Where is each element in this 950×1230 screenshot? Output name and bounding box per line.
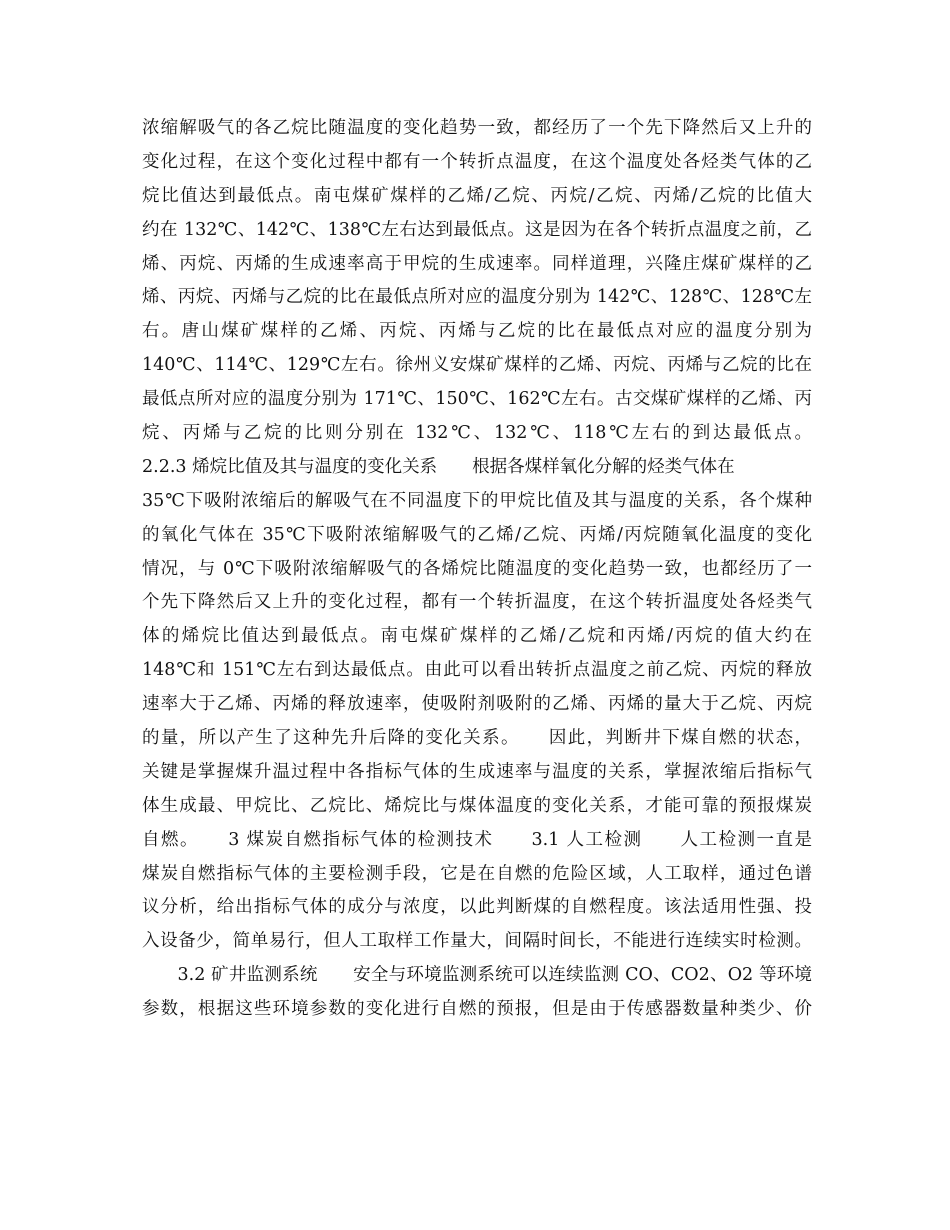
document-page: [142, 112, 812, 1027]
text-line: 35℃下吸附浓缩后的解吸气在不同温度下的甲烷比值及其与温度的关系，各个煤种: [142, 490, 812, 511]
text-line: 浓缩解吸气的各乙烷比随温度的变化趋势一致，都经历了一个先下降然后又上升的: [142, 118, 812, 138]
text-line: 情况，与 0℃下吸附浓缩解吸气的各烯烷比随温度的变化趋势一致，也都经历了一: [142, 558, 812, 579]
text-line: 变化过程，在这个变化过程中都有一个转折点温度，在这个温度处各烃类气体的乙: [142, 151, 812, 172]
text-line: 议分析，给出指标气体的成分与浓度，以此判断煤的自燃程度。该法适用性强、投: [142, 897, 812, 918]
text-line: 148℃和 151℃左右到达最低点。由此可以看出转折点温度之前乙烷、丙烷的释放: [142, 660, 812, 681]
text-line: 烷、丙烯与乙烷的比则分别在 132℃、132℃、118℃左右的到达最低点。: [142, 423, 812, 444]
text-line: 的氧化气体在 35℃下吸附浓缩解吸气的乙烯/乙烷、丙烯/丙烷随氧化温度的变化: [142, 524, 812, 545]
text-line: 约在 132℃、142℃、138℃左右达到最低点。这是因为在各个转折点温度之前，乙: [142, 219, 812, 240]
section-heading-line: 2.2.3 烯烷比值及其与温度的变化关系 根据各煤样氧化分解的烃类气体在: [142, 456, 735, 477]
text-line: 参数，根据这些环境参数的变化进行自燃的预报，但是由于传感器数量种类少、价: [142, 999, 812, 1020]
text-line: 入设备少，简单易行，但人工取样工作量大，间隔时间长，不能进行连续实时检测。: [142, 931, 812, 952]
section-heading-line: 3.2 矿井监测系统 安全与环境监测系统可以连续监测 CO、CO2、O2 等环境: [142, 965, 812, 986]
text-line: 烯、丙烷、丙烯的生成速率高于甲烷的生成速率。同样道理，兴隆庄煤矿煤样的乙: [142, 253, 812, 274]
text-line: 关键是掌握煤升温过程中各指标气体的生成速率与温度的关系，掌握浓缩后指标气: [142, 761, 812, 782]
text-line: 最低点所对应的温度分别为 171℃、150℃、162℃左右。古交煤矿煤样的乙烯、丙: [142, 389, 812, 410]
text-line: 速率大于乙烯、丙烯的释放速率，使吸附剂吸附的乙烯、丙烯的量大于乙烷、丙烷: [142, 694, 812, 715]
text-line: 烯、丙烷、丙烯与乙烷的比在最低点所对应的温度分别为 142℃、128℃、128℃左: [142, 287, 812, 308]
section-heading-line: 自燃。 3 煤炭自燃指标气体的检测技术 3.1 人工检测 人工检测一直是: [142, 829, 812, 850]
text-line: 体生成最、甲烷比、乙烷比、烯烷比与煤体温度的变化关系，才能可靠的预报煤炭: [142, 795, 812, 816]
text-line: 煤炭自燃指标气体的主要检测手段，它是在自燃的危险区域，人工取样，通过色谱: [142, 863, 812, 884]
text-line: 个先下降然后又上升的变化过程，都有一个转折温度，在这个转折温度处各烃类气: [142, 592, 812, 613]
text-line: 140℃、114℃、129℃左右。徐州义安煤矿煤样的乙烯、丙烷、丙烯与乙烷的比在: [142, 355, 812, 376]
text-line: 的量，所以产生了这种先升后降的变化关系。 因此，判断井下煤自燃的状态，: [142, 728, 812, 749]
text-line: 体的烯烷比值达到最低点。南屯煤矿煤样的乙烯/乙烷和丙烯/丙烷的值大约在: [142, 626, 812, 647]
text-line: 右。唐山煤矿煤样的乙烯、丙烷、丙烯与乙烷的比在最低点对应的温度分别为: [142, 321, 812, 342]
text-line: 烷比值达到最低点。南屯煤矿煤样的乙烯/乙烷、丙烷/乙烷、丙烯/乙烷的比值大: [142, 185, 812, 206]
